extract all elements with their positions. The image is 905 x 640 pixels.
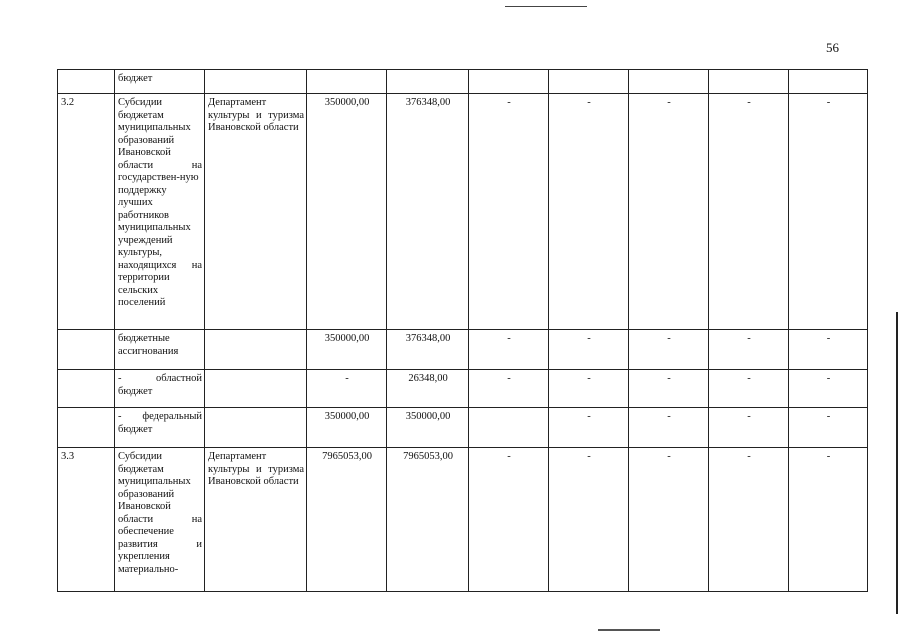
value-col-2: 376348,00 [387, 94, 469, 330]
table-row [58, 408, 868, 448]
row-executor [205, 370, 307, 408]
value-col-7: - [789, 370, 868, 408]
row-number [58, 370, 115, 408]
row-executor [205, 330, 307, 370]
value-col-5: - [629, 94, 709, 330]
value-col-5: - [629, 330, 709, 370]
value-col-4 [549, 70, 629, 94]
value-col-6: - [709, 408, 789, 448]
value-col-6: - [709, 370, 789, 408]
value-col-1: 7965053,00 [307, 448, 387, 592]
scan-edge-line [896, 312, 898, 614]
row-name: Субсидии бюджетам муниципальных образований Ивановской области на обеспечение развития и укрепления материально- [115, 448, 205, 592]
value-col-5: - [629, 448, 709, 592]
footer-rule [598, 629, 660, 631]
value-col-3: - [469, 330, 549, 370]
value-col-7: - [789, 330, 868, 370]
row-executor [205, 70, 307, 94]
row-executor: Департамент культуры и туризма Ивановской области [205, 94, 307, 330]
value-col-2: 376348,00 [387, 330, 469, 370]
row-name: - федеральный бюджет [115, 408, 205, 448]
row-name: бюджетные ассигнования [115, 330, 205, 370]
value-col-1: 350000,00 [307, 408, 387, 448]
row-executor [205, 408, 307, 448]
row-name: - областной бюджет [115, 370, 205, 408]
value-col-7: - [789, 448, 868, 592]
value-col-2: 350000,00 [387, 408, 469, 448]
budget-table [57, 69, 868, 592]
value-col-1 [307, 70, 387, 94]
value-col-7 [789, 70, 868, 94]
value-col-5: - [629, 370, 709, 408]
value-col-2 [387, 70, 469, 94]
value-col-6: - [709, 330, 789, 370]
row-executor: Департамент культуры и туризма Ивановской области [205, 448, 307, 592]
row-number [58, 408, 115, 448]
row-number: 3.3 [58, 448, 115, 592]
value-col-3: - [469, 370, 549, 408]
row-number [58, 330, 115, 370]
value-col-6: - [709, 94, 789, 330]
value-col-1: - [307, 370, 387, 408]
value-col-7: - [789, 94, 868, 330]
value-col-7: - [789, 408, 868, 448]
table-row [58, 70, 868, 94]
value-col-6: - [709, 448, 789, 592]
value-col-4: - [549, 408, 629, 448]
page-number: 56 [826, 40, 839, 55]
value-col-3: - [469, 448, 549, 592]
value-col-4: - [549, 94, 629, 330]
value-col-3 [469, 408, 549, 448]
table-row [58, 330, 868, 370]
value-col-1: 350000,00 [307, 330, 387, 370]
row-name: Субсидии бюджетам муниципальных образований Ивановской области на государствен-ную поддержку лучших работников муниципальных учреждений культуры, находящихся на территории сельских поселений [115, 94, 205, 330]
value-col-4: - [549, 330, 629, 370]
table-row [58, 448, 868, 592]
value-col-5: - [629, 408, 709, 448]
value-col-4: - [549, 448, 629, 592]
header-rule [505, 6, 587, 7]
value-col-2: 26348,00 [387, 370, 469, 408]
table-row [58, 370, 868, 408]
value-col-4: - [549, 370, 629, 408]
row-number: 3.2 [58, 94, 115, 330]
row-name: бюджет [115, 70, 205, 94]
row-number [58, 70, 115, 94]
table-row [58, 94, 868, 330]
value-col-3 [469, 70, 549, 94]
value-col-5 [629, 70, 709, 94]
value-col-3: - [469, 94, 549, 330]
value-col-1: 350000,00 [307, 94, 387, 330]
value-col-2: 7965053,00 [387, 448, 469, 592]
value-col-6 [709, 70, 789, 94]
